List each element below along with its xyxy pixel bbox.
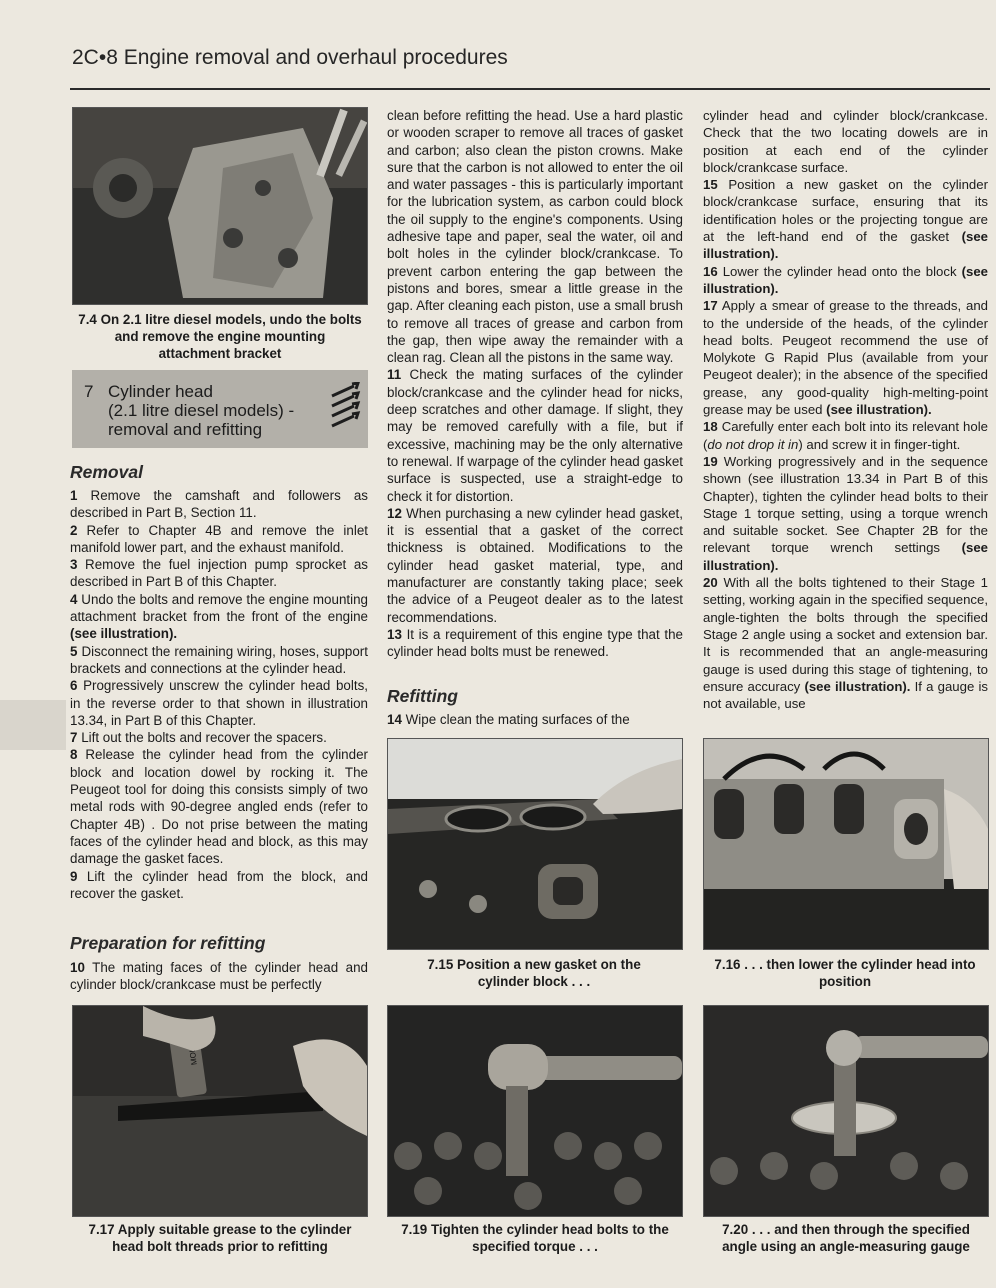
- step-20: 20 With all the bolts tightened to their Stage 1 setting, working again in the specified sequence, angle-tighten the bolts through the specified Stage 2 angle using a socket and extension bar. It is recommended that an angle-measuring gauge is used during this stage of tightening, to ensure accuracy (see illustration). If a gauge is not available, use: [703, 575, 988, 712]
- step-14: 14 Wipe clean the mating surfaces of the: [387, 712, 630, 727]
- heading-removal: Removal: [70, 462, 143, 482]
- step-16: 16 Lower the cylinder head onto the block (see illustration).: [703, 263, 988, 296]
- caption-7-15: 7.15 Position a new gasket on the cylinder block . . .: [427, 957, 641, 989]
- step-11: 11 Check the mating surfaces of the cylinder block/crankcase and the cylinder head for nicks, deep scratches and other damage. If slight, they may be removed carefully with a file, but if excessive, machining may be the only alternative to renewal. If warpage of the cylinder head gasket surface is suspected, use a straight-edge to check it for distortion.: [387, 367, 683, 504]
- heading-refitting: Refitting: [387, 686, 458, 706]
- step-15: 15 Position a new gasket on the cylinder block/crankcase surface, ensuring that its identification holes or the projecting tongue are at the left-hand end of the gasket (see illustration).: [703, 177, 988, 262]
- step-6: 6 Progressively unscrew the cylinder head bolts, in the reverse order to that shown in illustration 13.34, in Part B of this Chapter.: [70, 678, 368, 728]
- photo-7-15: [387, 738, 683, 950]
- caption-7-4: 7.4 On 2.1 litre diesel models, undo the bolts and remove the engine mounting attachment bracket: [78, 312, 362, 361]
- step-10: 10 The mating faces of the cylinder head and cylinder block/crankcase must be perfectly: [70, 960, 368, 993]
- section-subtitle: removal and refitting: [108, 420, 263, 439]
- heading-preparation: Preparation for refitting: [70, 933, 266, 953]
- column-2-text-refit: [387, 711, 683, 728]
- photo-7-20: [703, 1005, 989, 1217]
- step-5: 5 Disconnect the remaining wiring, hoses, support brackets and connections at the cylinder head.: [70, 643, 368, 676]
- caption-7-20: 7.20 . . . and then through the specified angle using an angle-measuring gauge: [722, 1222, 970, 1254]
- section-title-line1: Cylinder head: [108, 382, 213, 401]
- caption-7-16: 7.16 . . . then lower the cylinder head into position: [714, 957, 976, 989]
- spanner-difficulty-icon: [328, 382, 362, 438]
- step-14-continued: cylinder head and cylinder block/crankcase. Check that the two locating dowels are in position at each end of the cylinder block/crankcase surface.: [703, 108, 988, 175]
- step-19: 19 Working progressively and in the sequence shown (see illustration 13.34 in Part B of this Chapter), tighten the cylinder head bolts to their Stage 1 torque setting, using a torque wrench and suitable socket. See Chapter 2B for the relevant torque wrench settings (see illustration).: [703, 453, 988, 573]
- step-1: 1 Remove the camshaft and followers as described in Part B, Section 11.: [70, 488, 368, 521]
- step-8: 8 Release the cylinder head from the cylinder block and location dowel by rocking it. The Peugeot tool for doing this consists simply of two metal rods with 90-degree angled ends (refer to Chapter 4B) . Do not prise between the mating faces of the cylinder head and block, as this may damage the gasket faces.: [70, 747, 368, 867]
- caption-7-17: 7.17 Apply suitable grease to the cylinder head bolt threads prior to refitting: [88, 1222, 352, 1254]
- photo-7-4: [72, 107, 368, 305]
- photo-7-19: [387, 1005, 683, 1217]
- step-7: 7 Lift out the bolts and recover the spacers.: [70, 730, 327, 746]
- section-heading-box: [72, 370, 368, 448]
- photo-7-17: [72, 1005, 368, 1217]
- step-10-continued: clean before refitting the head. Use a hard plastic or wooden scraper to remove all traces of gasket and carbon; also clean the piston crowns. Make sure that the carbon is not allowed to enter the oil and water passages - this is particularly important for the lubrication system, as carbon could block the oil supply to the engine's components. Using adhesive tape and paper, seal the water, oil and bolt holes in the cylinder block/crankcase. To prevent carbon entering the gap between the pistons and bores, smear a little grease in the gap. After cleaning each piston, use a small brush to remove all traces of grease and carbon from the gap, then wipe away the remainder with a clean rag. Clean all the pistons in the same way.: [387, 108, 683, 366]
- section-title-line2: (2.1 litre diesel models) -: [108, 401, 295, 420]
- side-thumb-tab: [0, 700, 66, 750]
- page-title: 2C•8 Engine removal and overhaul procedures: [72, 46, 508, 69]
- photo-7-16: [703, 738, 989, 950]
- step-17: 17 Apply a smear of grease to the threads, and to the underside of the heads, of the cylinder head bolts. Peugeot recommend the use of Molykote G Rapid Plus (available from your Peugeot dealer); in the absence of the specified grease, any good-quality high-melting-point grease may be used (see illustration).: [703, 298, 989, 418]
- section-title: [108, 382, 294, 439]
- column-2-text: [387, 107, 683, 661]
- caption-7-19: 7.19 Tighten the cylinder head bolts to the specified torque . . .: [401, 1222, 669, 1254]
- section-number: 7: [84, 382, 94, 401]
- step-9: 9 Lift the cylinder head from the block, and recover the gasket.: [70, 868, 368, 901]
- step-13: 13 It is a requirement of this engine type that the cylinder head bolts must be renewed.: [387, 626, 683, 660]
- column-3-text: [703, 107, 988, 712]
- column-1-text-prep: [70, 959, 368, 994]
- step-2: 2 Refer to Chapter 4B and remove the inlet manifold lower part, and the exhaust manifold.: [70, 522, 368, 555]
- step-18: 18 Carefully enter each bolt into its relevant hole (do not drop it in) and screw it in finger-tight.: [703, 419, 988, 452]
- step-4: 4 Undo the bolts and remove the engine mounting attachment bracket from the front of the engine (see illustration).: [70, 591, 368, 642]
- column-1-text: [70, 487, 368, 902]
- step-3: 3 Remove the fuel injection pump sprocket as described in Part B of this Chapter.: [70, 557, 368, 590]
- step-12: 12 When purchasing a new cylinder head gasket, it is essential that a gasket of the correct thickness is obtained. Modifications to the cylinder head gasket material, type, and manufacturer are constantly taking place; seek the advice of a Peugeot dealer as to the latest recommendations.: [387, 505, 683, 625]
- header-divider: [70, 88, 990, 90]
